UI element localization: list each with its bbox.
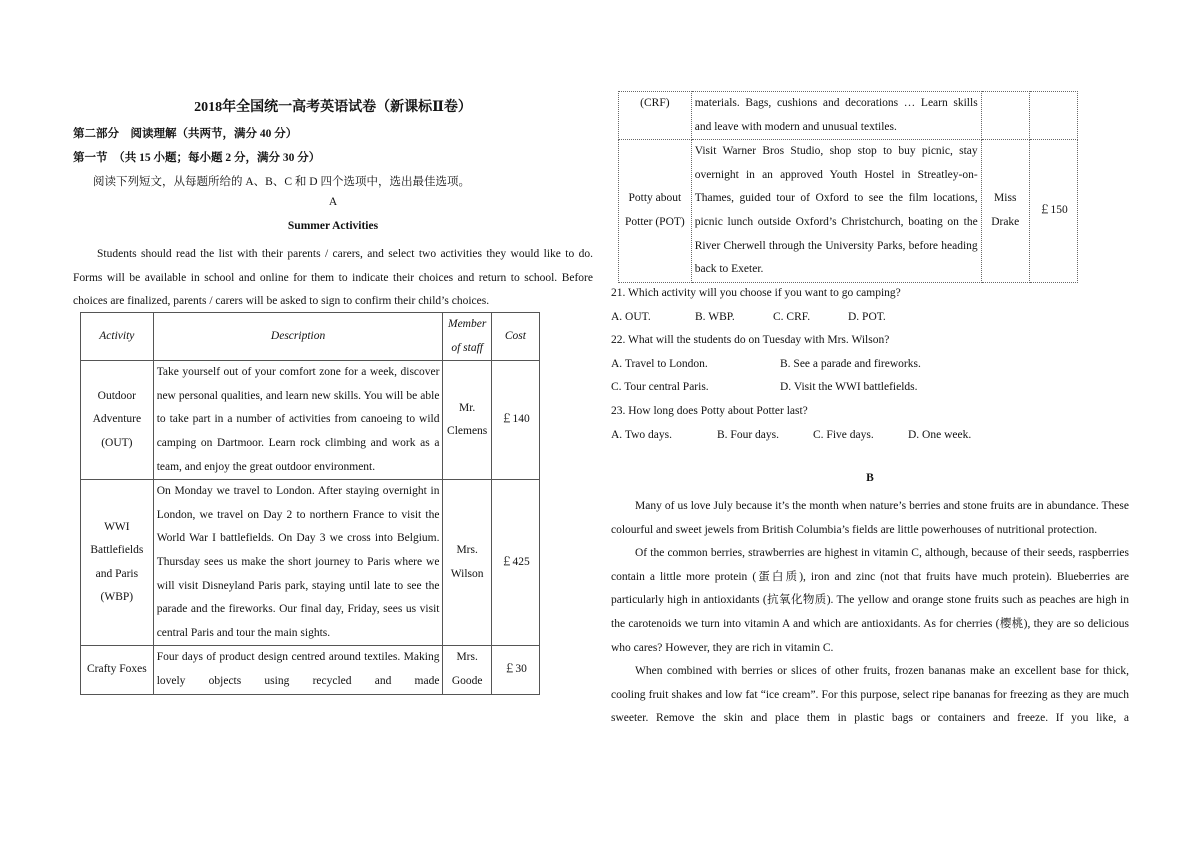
description-cell: Take yourself out of your comfort zone for a week, discover new personal qualities, and learn new skills. You will be able to take part in a number of activities from canoeing to wild camping on Dartmoor. Learn rock climbing and work as a team, and enjoy the great outdoor environment. (153, 361, 443, 480)
cost-cell (1029, 92, 1077, 140)
description-cell: Visit Warner Bros Studio, shop stop to buy picnic, stay overnight in an approved Youth Hostel in Streatley-on-Thames, guided tour of Oxford to see the film locations, picnic lunch outside Oxford’s Christchurch, boating on the River Cherwell through the University Parks, before heading back to Exeter. (691, 140, 981, 283)
activity-cell: (CRF) (619, 92, 692, 140)
activity-cell: Outdoor Adventure (OUT) (81, 361, 154, 480)
passage-b-body (611, 495, 1129, 731)
question-options (611, 306, 1129, 330)
description-cell: On Monday we travel to London. After staying overnight in London, we travel on Day 2 to northern France to visit the World War I battlefields. On Day 3 we cross into Belgium. Thursday sees us make the short journey to Paris where we will visit Disneyland Paris park, staying until late to see the parade and the fireworks. Our final day, Friday, sees us visit central Paris and tour the main sights. (153, 480, 443, 646)
table-row (619, 92, 1078, 140)
question-options (611, 376, 1129, 400)
question-stem: 22. What will the students do on Tuesday with Mrs. Wilson? (611, 334, 890, 347)
option: C. CRF. (773, 310, 811, 323)
table-row (81, 480, 540, 646)
table-row (81, 646, 540, 694)
paragraph: When combined with berries or slices of other fruits, frozen bananas make an excellent base for thick, cooling fruit shakes and low fat “ice cream”. For this purpose, select ripe bananas for freezing as they are much sweeter. Remove the skin and place them in plastic bags or containers and freeze. If you like, a (611, 665, 1129, 725)
question-options (611, 424, 1129, 448)
option: C. Tour central Paris. (611, 381, 709, 394)
option: B. Four days. (717, 428, 779, 441)
staff-cell: Mrs. Goode (443, 646, 491, 694)
staff-cell: Mrs. Wilson (443, 480, 491, 646)
activity-cell: Crafty Foxes (81, 646, 154, 694)
header-staff: Member of staff (443, 313, 491, 361)
passage-a-subtitle: Summer Activities (287, 220, 379, 232)
header-description: Description (153, 313, 443, 361)
table-header-row (81, 313, 540, 361)
option: D. One week. (908, 428, 972, 441)
staff-cell: Miss Drake (981, 140, 1029, 283)
table-row (619, 140, 1078, 283)
passage-a-label: A (328, 196, 338, 208)
staff-cell (981, 92, 1029, 140)
header-activity: Activity (81, 313, 154, 361)
paragraph: Many of us love July because it’s the month when nature’s berries and stone fruits are in abundance. These colourful and sweet jewels from British Columbia’s fields are little powerhouses of nutritional protection. (611, 500, 1129, 536)
cost-cell: ￡140 (491, 361, 539, 480)
option: D. POT. (848, 310, 886, 323)
activity-cell: WWI Battlefields and Paris (WBP) (81, 480, 154, 646)
cost-cell: ￡150 (1029, 140, 1077, 283)
table-row (81, 361, 540, 480)
instruction: 阅读下列短文，从每题所给的 A、B、C 和 D 四个选项中，选出最佳选项。 (93, 176, 470, 188)
option: B. WBP. (695, 310, 735, 323)
question-stem: 23. How long does Potty about Potter last? (611, 404, 808, 417)
option: A. Two days. (611, 428, 672, 441)
part-heading: 第二部分 阅读理解（共两节，满分 40 分） (73, 128, 298, 140)
paragraph: Of the common berries, strawberries are highest in vitamin C, although, because of their seeds, raspberries contain a little more protein (蛋白质), iron and zinc (not that fruits have much protein). Blueberries are particularly high in antioxidants (抗氧化物质). The yellow and orange stone fruits such as peaches are high in the carotenoids we turn into vitamin A and which are antioxidants. As for cherries (樱桃), they are so delicious who cares? However, they are rich in vitamin C. (611, 547, 1129, 654)
activities-table (80, 312, 540, 695)
questions (611, 282, 1129, 447)
description-cell: materials. Bags, cushions and decorations … Learn skills and leave with modern and unusual textiles. (691, 92, 981, 140)
option: A. Travel to London. (611, 357, 708, 370)
question-stem: 21. Which activity will you choose if you want to go camping? (611, 287, 901, 299)
activities-table-continued (618, 91, 1078, 283)
activity-cell: Potty about Potter (POT) (619, 140, 692, 283)
cost-cell: ￡30 (491, 646, 539, 694)
page-title: 2018年全国统一高考英语试卷（新课标Ⅱ卷） (194, 100, 472, 115)
passage-b-label: B (866, 472, 874, 484)
cost-cell: ￡425 (491, 480, 539, 646)
question-options (611, 353, 1129, 377)
option: B. See a parade and fireworks. (780, 357, 921, 370)
section-heading: 第一节 （共 15 小题；每小题 2 分，满分 30 分） (73, 152, 321, 164)
option: C. Five days. (813, 428, 874, 441)
option: D. Visit the WWI battlefields. (780, 381, 918, 394)
passage-a-intro: Students should read the list with their parents / carers, and select two activities they would like to do. Forms will be available in school and online for them to indicate their choices and return to school. Before choices are finalized, parents / carers will be asked to sign to confirm their child’s choices. (73, 248, 593, 308)
staff-cell: Mr. Clemens (443, 361, 491, 480)
option: A. OUT. (611, 310, 651, 323)
header-cost: Cost (491, 313, 539, 361)
description-cell: Four days of product design centred around textiles. Making lovely objects using recycled and made (153, 646, 443, 694)
